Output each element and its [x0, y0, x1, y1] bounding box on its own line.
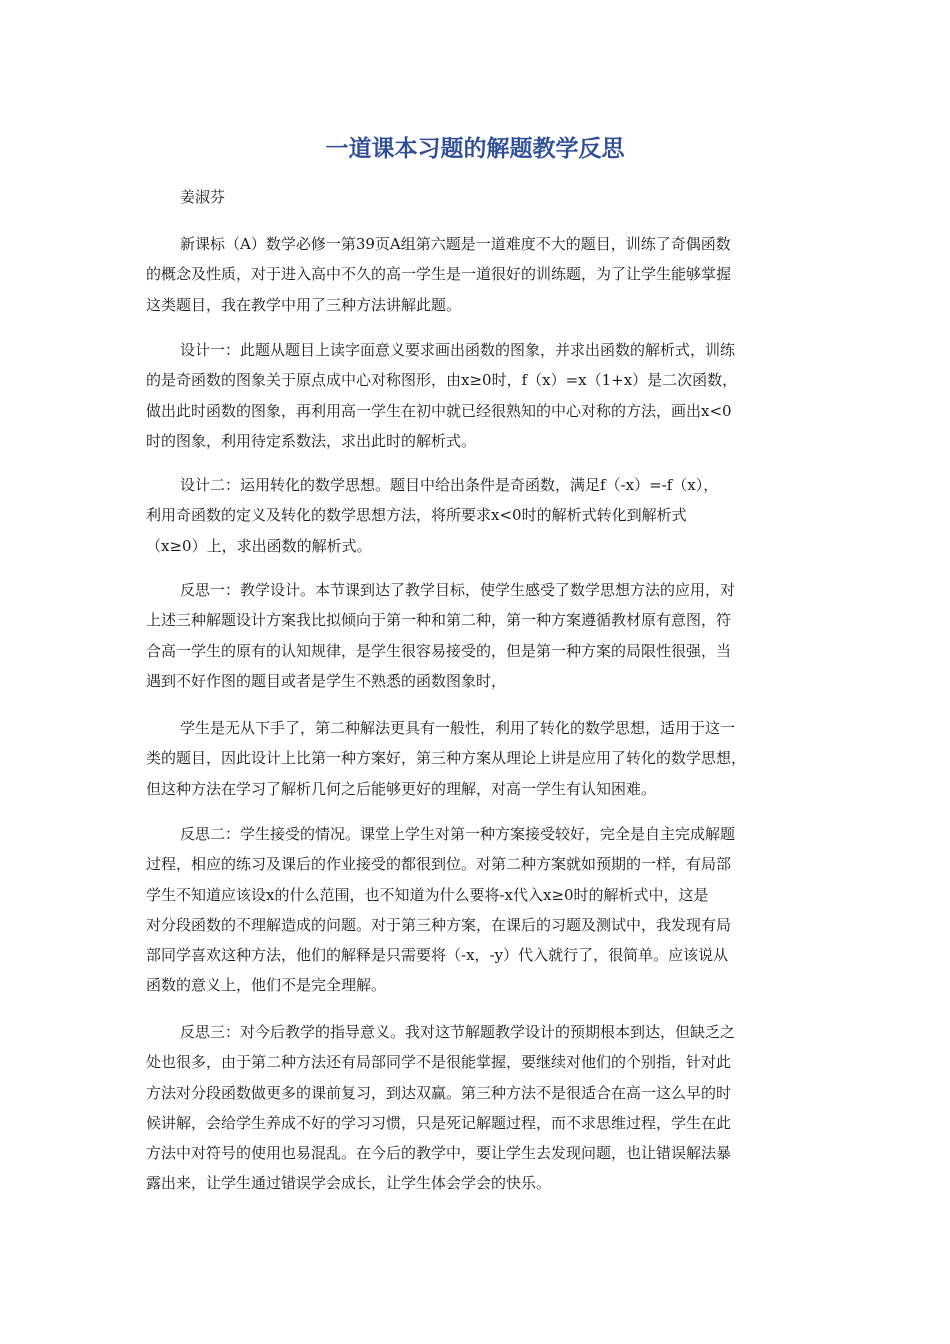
paragraph-line: 学生是无从下手了，第二种解法更具有一般性，利用了转化的数学思想，适用于这一 [180, 719, 736, 737]
paragraph-line: 反思三：对今后教学的指导意义。我对这节解题教学设计的预期根本到达，但缺乏之 [180, 1023, 736, 1041]
paragraph-line: 的概念及性质，对于进入高中不久的高一学生是一道很好的训练题，为了让学生能够掌握 [146, 265, 732, 284]
paragraph-line: 做出此时函数的图象，再利用高一学生在初中就已经很熟知的中心对称的方法，画出x<0 [146, 401, 732, 420]
paragraph-line: 函数的意义上，他们不是完全理解。 [146, 976, 387, 995]
paragraph-line: 遇到不好作图的题目或者是学生不熟悉的函数图象时， [146, 671, 507, 690]
paragraph-line: 反思二：学生接受的情况。课堂上学生对第一种方案接受较好，完全是自主完成解题 [180, 825, 736, 843]
paragraph-line: 利用奇函数的定义及转化的数学思想方法，将所要求x<0时的解析式转化到解析式 [146, 506, 687, 525]
paragraph-reflection-one-cont [146, 713, 810, 804]
paragraph-line: 这类题目，我在教学中用了三种方法讲解此题。 [146, 295, 462, 314]
paragraph-line: 处也很多，由于第二种方法还有局部同学不是很能掌握，要继续对他们的个别指，针对此 [146, 1053, 732, 1072]
paragraph-line: 设计二：运用转化的数学思想。题目中给出条件是奇函数，满足f（-x）=-f（x）， [180, 476, 719, 494]
paragraph-line: 新课标（A）数学必修一第39页A组第六题是一道难度不大的题目，训练了奇偶函数 [180, 235, 731, 253]
paragraph-line: 反思一：教学设计。本节课到达了教学目标，使学生感受了数学思想方法的应用，对 [180, 581, 736, 599]
paragraph-line: 上述三种解题设计方案我比拟倾向于第一种和第二种，第一种方案遵循教材原有意图，符 [146, 611, 732, 630]
paragraph-reflection-three [146, 1017, 810, 1199]
paragraph-line: 对分段函数的不理解造成的问题。对于第三种方案，在课后的习题及测试中，我发现有局 [146, 915, 732, 934]
paragraph-line: 方法对分段函数做更多的课前复习，到达双赢。第三种方法不是很适合在高一这么早的时 [146, 1083, 732, 1102]
paragraph-reflection-two [146, 819, 810, 1001]
paragraph-line: 设计一：此题从题目上读字面意义要求画出函数的图象，并求出函数的解析式，训练 [180, 341, 736, 359]
page-title: 一道课本习题的解题教学反思 [325, 136, 625, 162]
paragraph-line: 露出来，让学生通过错误学会成长，让学生体会学会的快乐。 [146, 1174, 552, 1193]
paragraph-line: 部同学喜欢这种方法，他们的解释是只需要将（-x，-y）代入就行了，很简单。应该说从 [146, 946, 729, 965]
paragraph-line: 学生不知道应该设x的什么范围，也不知道为什么要将-x代入x≥0时的解析式中，这是 [146, 885, 709, 904]
paragraph-line: 过程，相应的练习及课后的作业接受的都很到位。对第二种方案就如预期的一样，有局部 [146, 855, 732, 874]
paragraph-intro [146, 229, 810, 320]
author-name: 姜淑芬 [180, 188, 226, 206]
paragraph-line: （x≥0）上，求出函数的解析式。 [146, 536, 372, 555]
paragraph-line: 时的图象，利用待定系数法，求出此时的解析式。 [146, 431, 477, 450]
paragraph-line: 方法中对符号的使用也易混乱。在今后的教学中，要让学生去发现问题，也让错误解法暴 [146, 1144, 732, 1163]
paragraph-reflection-one [146, 575, 810, 696]
paragraph-line: 但这种方法在学习了解析几何之后能够更好的理解，对高一学生有认知困难。 [146, 779, 657, 798]
paragraph-line: 候讲解，会给学生养成不好的学习习惯，只是死记解题过程，而不求思维过程，学生在此 [146, 1113, 732, 1132]
paragraph-design-two [146, 470, 810, 561]
paragraph-line: 的是奇函数的图象关于原点成中心对称图形，由x≥0时，f（x）=x（1+x）是二次函数， [146, 371, 738, 390]
paragraph-line: 类的题目，因此设计上比第一种方案好，第三种方案从理论上讲是应用了转化的数学思想， [146, 749, 747, 768]
paragraph-line: 合高一学生的原有的认知规律，是学生很容易接受的，但是第一种方案的局限性很强，当 [146, 641, 732, 660]
paragraph-design-one [146, 335, 810, 456]
